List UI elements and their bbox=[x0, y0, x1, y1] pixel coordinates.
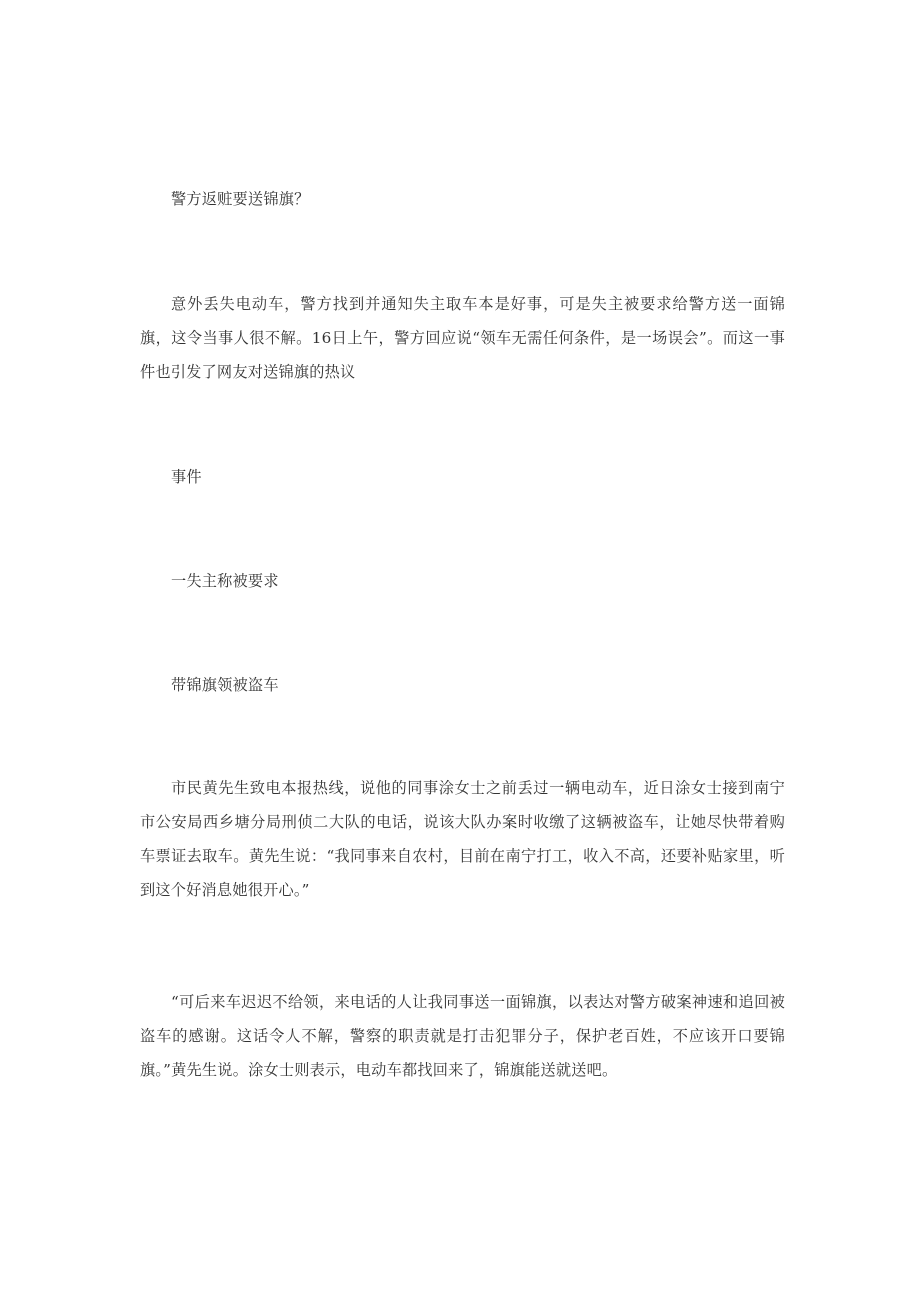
section-heading-event: 事件 bbox=[171, 468, 202, 486]
article-title: 警方返赃要送锦旗？ bbox=[171, 190, 310, 208]
body-paragraph-1: 市民黄先生致电本报热线，说他的同事涂女士之前丢过一辆电动车，近日涂女士接到南宁市公安局西乡塘分局刑侦二大队的电话，说该大队办案时收缴了这辆被盗车，让她尽快带着购车票证去取车。黄先生说：“我同事来自农村，目前在南宁打工，收入不高，还要补贴家里，听到这个好消息她很开心。” bbox=[140, 779, 785, 899]
intro-paragraph: 意外丢失电动车，警方找到并通知失主取车本是好事，可是失主被要求给警方送一面锦旗，这令当事人很不解。16日上午，警方回应说“领车无需任何条件，是一场误会”。而这一事件也引发了网友对送锦旗的热议 bbox=[140, 295, 785, 381]
subheading-line-2: 带锦旗领被盗车 bbox=[171, 676, 279, 694]
body-paragraph-2: “可后来车迟迟不给领，来电话的人让我同事送一面锦旗，以表达对警方破案神速和追回被盗车的感谢。这话令人不解，警察的职责就是打击犯罪分子，保护老百姓，不应该开口要锦旗。”黄先生说。涂女士则表示，电动车都找回来了，锦旗能送就送吧。 bbox=[140, 993, 785, 1079]
subheading-line-1: 一失主称被要求 bbox=[171, 572, 279, 590]
